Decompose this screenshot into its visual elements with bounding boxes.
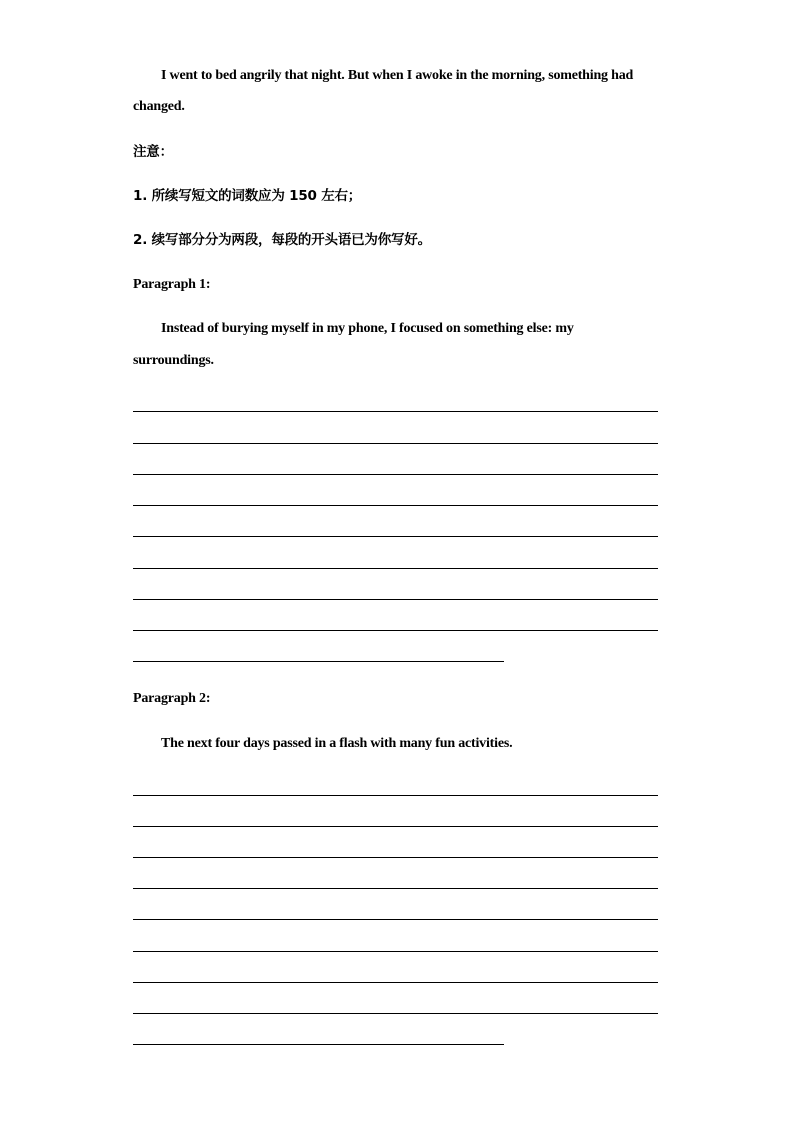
writing-line[interactable] <box>133 826 658 827</box>
notes-item-2: 2. 续写部分分为两段，每段的开头语已为你写好。 <box>133 232 431 248</box>
writing-line[interactable] <box>133 411 658 412</box>
writing-line[interactable] <box>133 505 658 506</box>
writing-line[interactable] <box>133 951 658 952</box>
notes-item-1: 1. 所续写短文的词数应为 150 左右； <box>133 188 362 204</box>
writing-line[interactable] <box>133 919 658 920</box>
intro-line-2: changed. <box>133 99 185 114</box>
writing-line[interactable] <box>133 982 658 983</box>
paragraph-2-heading: Paragraph 2: <box>133 691 211 706</box>
writing-line[interactable] <box>133 888 658 889</box>
intro-line-1: I went to bed angrily that night. But when I awoke in the morning, something had <box>161 68 634 83</box>
paragraph-1-opening-line-1: Instead of burying myself in my phone, I focused on something else: my <box>161 321 574 336</box>
notes-title: 注意： <box>133 144 173 160</box>
writing-line[interactable] <box>133 568 658 569</box>
paragraph-2-opening-line-1: The next four days passed in a flash with many fun activities. <box>161 736 513 751</box>
writing-line[interactable] <box>133 795 658 796</box>
writing-line[interactable] <box>133 857 658 858</box>
writing-line[interactable] <box>133 474 658 475</box>
writing-line[interactable] <box>133 1013 658 1014</box>
writing-line[interactable] <box>133 443 658 444</box>
writing-line[interactable] <box>133 630 658 631</box>
paragraph-1-heading: Paragraph 1: <box>133 277 211 292</box>
writing-line[interactable] <box>133 536 658 537</box>
writing-line[interactable] <box>133 599 658 600</box>
writing-line-last[interactable] <box>133 661 504 662</box>
paragraph-1-opening-line-2: surroundings. <box>133 353 214 368</box>
writing-line-last[interactable] <box>133 1044 504 1045</box>
